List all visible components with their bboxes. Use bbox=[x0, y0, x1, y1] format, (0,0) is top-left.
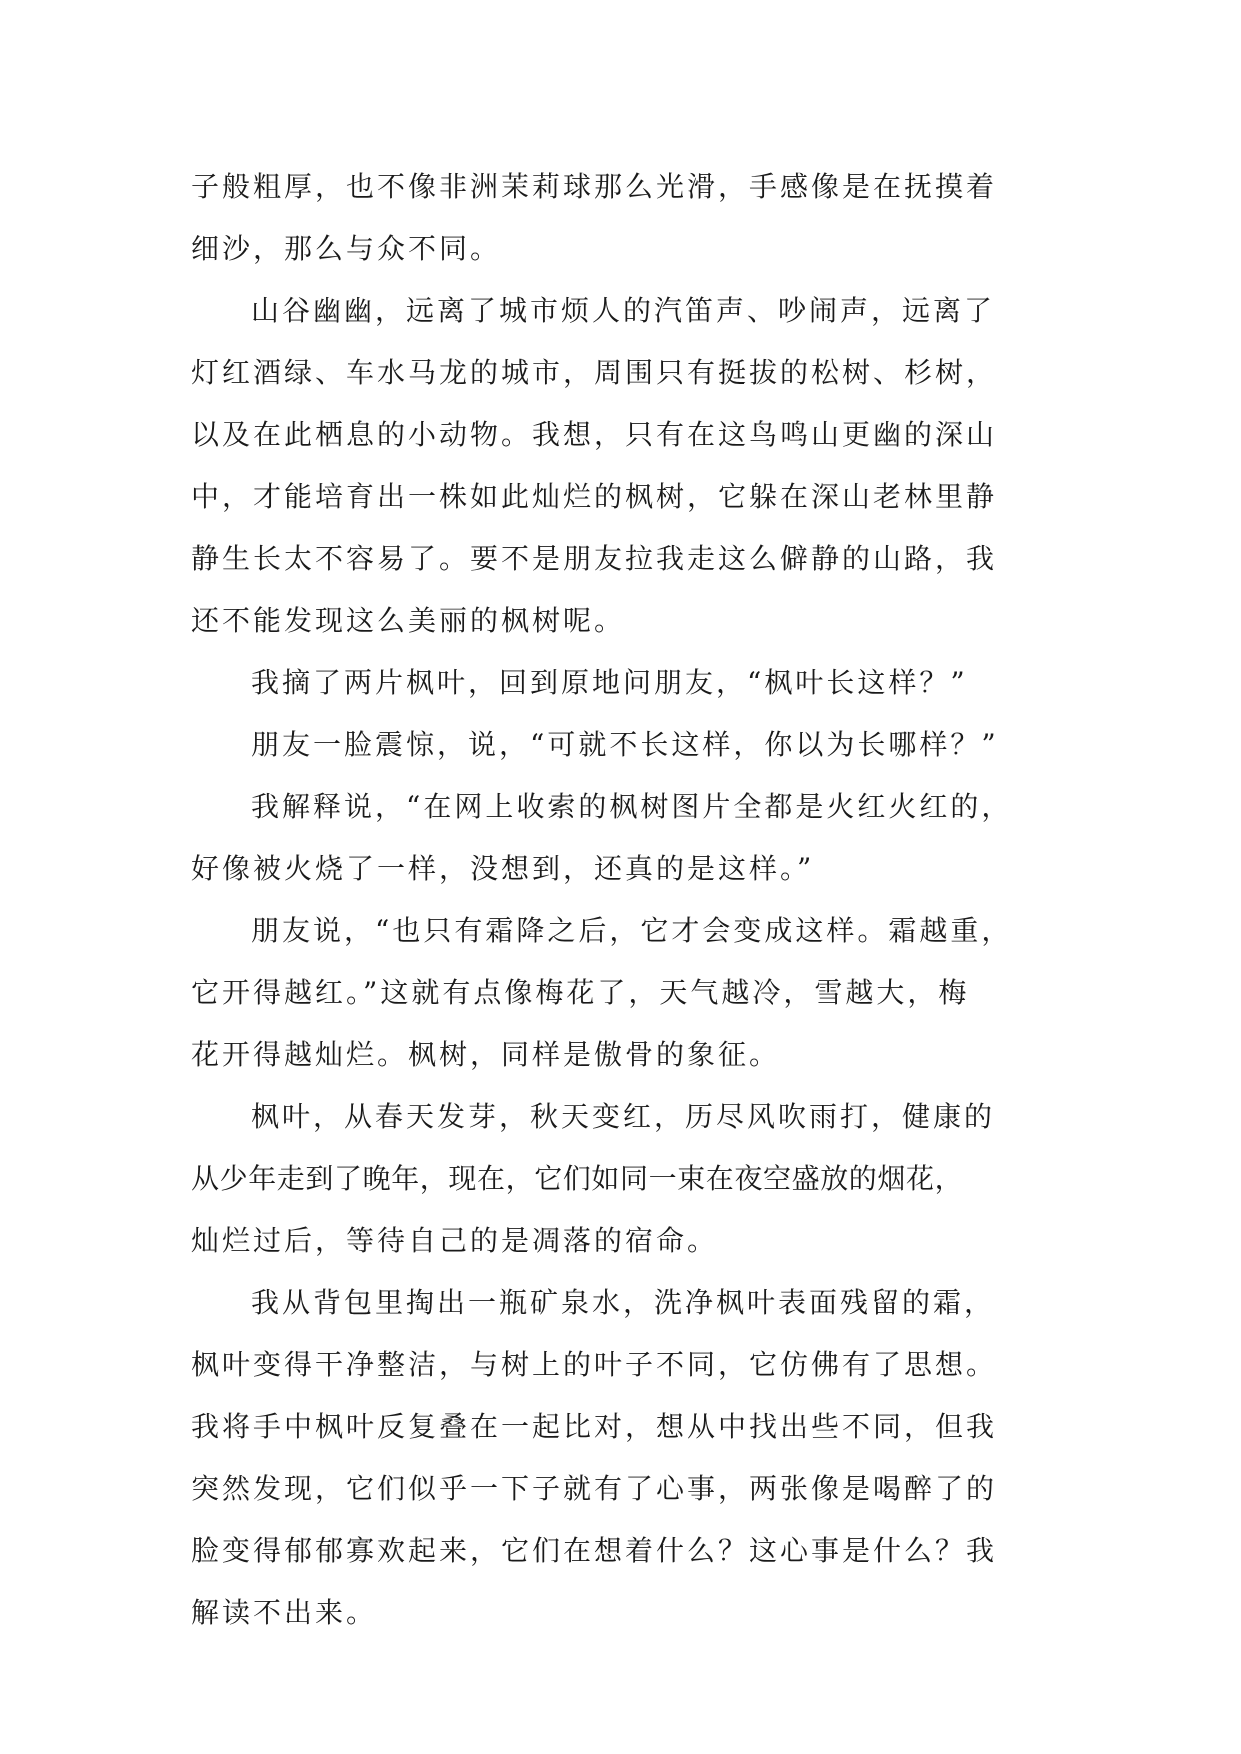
text-line: 子般粗厚，也不像非洲茉莉球那么光滑，手感像是在抚摸着 bbox=[191, 170, 998, 203]
text-line: 以及在此栖息的小动物。我想，只有在这鸟鸣山更幽的深山 bbox=[191, 418, 998, 451]
text-line: 枫叶变得干净整洁，与树上的叶子不同，它仿佛有了思想。 bbox=[191, 1348, 998, 1381]
text-line: 解读不出来。 bbox=[191, 1596, 378, 1629]
text-line: 静生长太不容易了。要不是朋友拉我走这么僻静的山路，我 bbox=[191, 542, 998, 575]
text-line: 细沙，那么与众不同。 bbox=[191, 232, 502, 265]
paragraph-first-line: 朋友一脸震惊，说，“可就不长这样，你以为长哪样？” bbox=[251, 728, 999, 761]
text-line: 突然发现，它们似乎一下子就有了心事，两张像是喝醉了的 bbox=[191, 1472, 998, 1505]
text-line: 它开得越红。”这就有点像梅花了，天气越冷，雪越大，梅 bbox=[191, 976, 970, 1009]
text-line: 还不能发现这么美丽的枫树呢。 bbox=[191, 604, 626, 637]
paragraph-first-line: 朋友说，“也只有霜降之后，它才会变成这样。霜越重， bbox=[251, 914, 1013, 947]
text-line: 脸变得郁郁寡欢起来，它们在想着什么？这心事是什么？我 bbox=[191, 1534, 998, 1567]
text-line: 中，才能培育出一株如此灿烂的枫树，它躲在深山老林里静 bbox=[191, 480, 998, 513]
text-line: 从少年走到了晚年，现在，它们如同一束在夜空盛放的烟花， bbox=[191, 1162, 964, 1195]
text-line: 好像被火烧了一样，没想到，还真的是这样。” bbox=[191, 852, 815, 885]
paragraph-first-line: 我摘了两片枫叶，回到原地问朋友，“枫叶长这样？” bbox=[251, 666, 968, 699]
text-line: 我将手中枫叶反复叠在一起比对，想从中找出些不同，但我 bbox=[191, 1410, 998, 1443]
text-line: 灿烂过后，等待自己的是凋落的宿命。 bbox=[191, 1224, 719, 1257]
paragraph-first-line: 山谷幽幽，远离了城市烦人的汽笛声、吵闹声，远离了 bbox=[251, 294, 996, 327]
paragraph-first-line: 我解释说，“在网上收索的枫树图片全都是火红火红的， bbox=[251, 790, 1013, 823]
text-line: 灯红酒绿、车水马龙的城市，周围只有挺拔的松树、杉树， bbox=[191, 356, 998, 389]
body-text bbox=[191, 156, 1051, 1644]
paragraph-first-line: 枫叶，从春天发芽，秋天变红，历尽风吹雨打，健康的 bbox=[251, 1100, 996, 1133]
text-line: 花开得越灿烂。枫树，同样是傲骨的象征。 bbox=[191, 1038, 781, 1071]
paragraph-first-line: 我从背包里掏出一瓶矿泉水，洗净枫叶表面残留的霜， bbox=[251, 1286, 996, 1319]
